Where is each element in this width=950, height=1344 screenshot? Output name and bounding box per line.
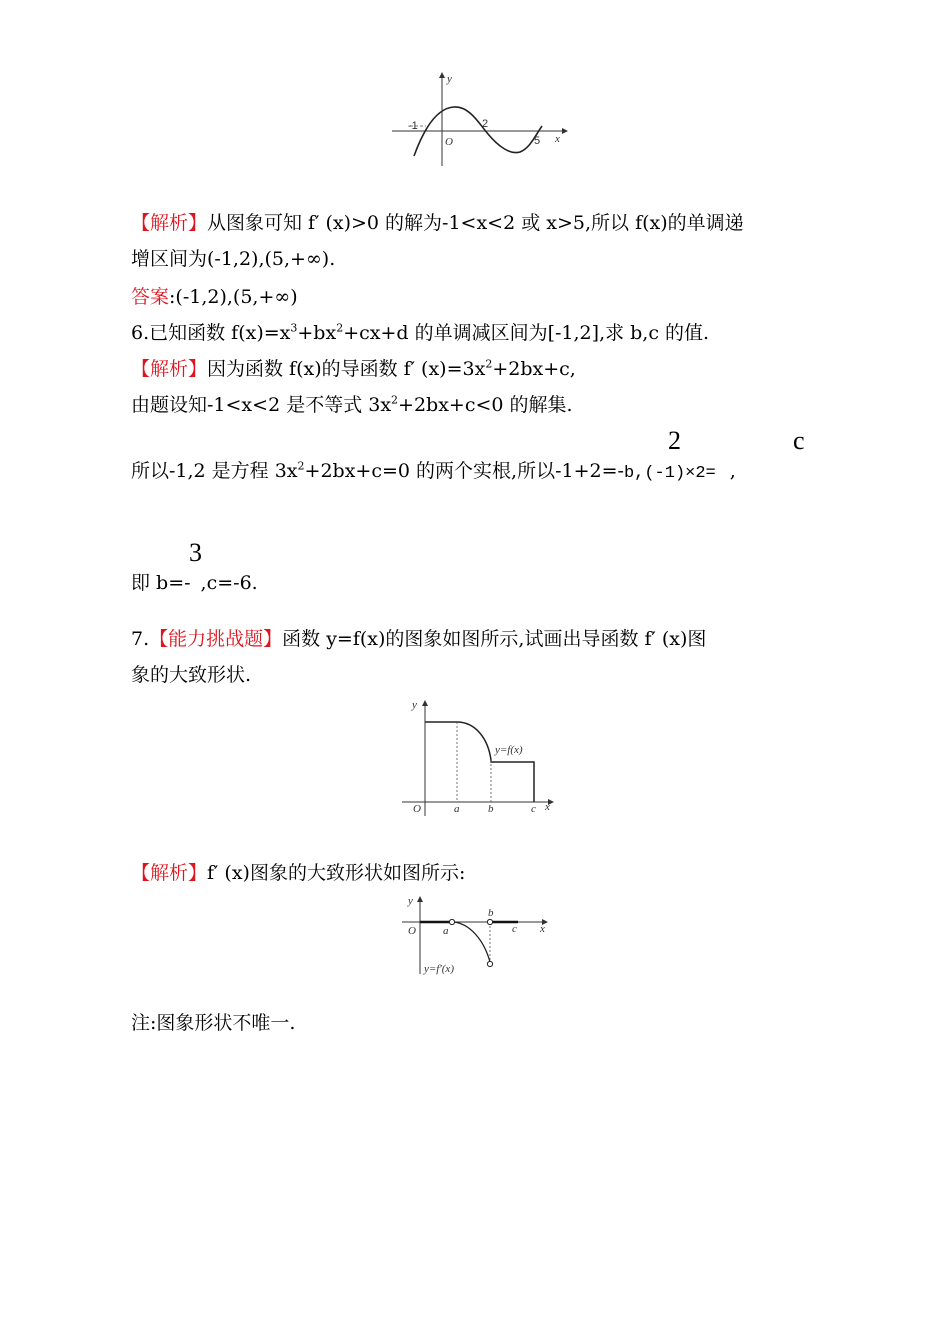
a6-l1-sup: 2 [485,357,493,371]
origin-label: O [413,803,421,815]
open-point-a [449,919,454,924]
tick-a: a [454,803,460,815]
analysis-5-line1 [131,210,744,236]
answer-value: :(-1,2),(5,+∞) [169,286,298,308]
x-axis-arrow [562,128,568,134]
analysis-7 [131,860,465,886]
curve [454,922,490,962]
x-label: x [555,133,560,145]
curve [425,722,534,802]
analysis-6-line3 [131,458,736,487]
tick-2: 2 [482,118,489,130]
a7-text: f′ (x)图象的大致形状如图所示: [207,862,466,884]
fraction-numerator-2: 2 [668,426,681,455]
y-axis-arrow [417,896,423,902]
function-label: y=f(x) [495,744,523,756]
figure-derivative-graph [390,70,570,170]
problem-7-line1 [131,626,706,652]
analysis-6-line1 [131,356,576,382]
a6-l2-sup: 2 [391,393,399,407]
y-axis-arrow [439,72,445,78]
problem-7-line2: 象的大致形状. [131,664,252,686]
a6-l1-end: +2bx+c, [492,358,576,380]
q7-text1: 函数 y=f(x)的图象如图所示,试画出导函数 f′ (x)图 [282,628,707,650]
q6-part-b: +bx [297,322,337,344]
function-label: y=f′(x) [424,963,454,975]
figure-derivative-sketch [400,894,560,976]
a6-l4a: 即 b=- [131,572,191,594]
tick-b: b [488,907,494,919]
a6-l3b: +2bx+c=0 的两个实根,所以-1+2=- [304,460,624,482]
note: 注:图象形状不唯一. [131,1012,296,1034]
analysis-6-line4 [131,570,258,596]
a6-l3d: , [729,460,736,482]
analysis-5-line2: 增区间为(-1,2),(5,+∞). [131,248,336,270]
fraction-numerator-3: 3 [189,538,202,567]
tick-c: c [512,923,517,935]
open-point-b-top [487,919,492,924]
analysis-tag: 【解析】 [131,212,208,234]
tick-c: c [531,803,536,815]
y-label: y [408,895,413,907]
q7-number: 7. [131,628,150,650]
answer-5 [131,284,298,310]
tick-a: a [443,925,449,937]
tick-neg1: -1 [408,120,418,132]
q6-sup3: 3 [290,321,298,335]
tick-b: b [488,803,494,815]
tick-5: 5 [534,135,541,147]
analysis-text: 从图象可知 f′ (x)>0 的解为-1<x<2 或 x>5,所以 f(x)的单调递 [207,212,744,234]
fraction-numerator-c: c [793,426,805,455]
q6-part-a: 6.已知函数 f(x)=x [131,322,291,344]
analysis-tag: 【解析】 [131,862,208,884]
q6-part-c: +cx+d 的单调减区间为[-1,2],求 b,c 的值. [343,322,710,344]
origin-label: O [408,925,416,937]
y-label: y [447,73,452,85]
a6-l2b: +2bx+c<0 的解集. [398,394,573,416]
x-label: x [540,923,545,935]
y-axis-arrow [422,700,428,706]
a6-l4b: ,c=-6. [200,572,258,594]
problem-6-question [131,320,709,346]
answer-label: 答案 [131,286,170,308]
x-label: x [545,801,550,813]
a6-l3c: b,(-1)×2= [623,464,716,483]
y-label: y [412,699,417,711]
analysis-6-line2 [131,392,573,418]
q6-sup2: 2 [336,321,344,335]
open-point-b-bottom [487,961,492,966]
q7-tag: 【能力挑战题】 [149,628,283,650]
analysis-tag: 【解析】 [131,358,208,380]
origin-label: O [445,136,453,148]
figure-function-graph [400,698,560,820]
a6-l3-sup: 2 [297,459,305,473]
a6-l3a: 所以-1,2 是方程 3x [131,460,298,482]
a6-l2a: 由题设知-1<x<2 是不等式 3x [131,394,392,416]
a6-l1: 因为函数 f(x)的导函数 f′ (x)=3x [207,358,486,380]
